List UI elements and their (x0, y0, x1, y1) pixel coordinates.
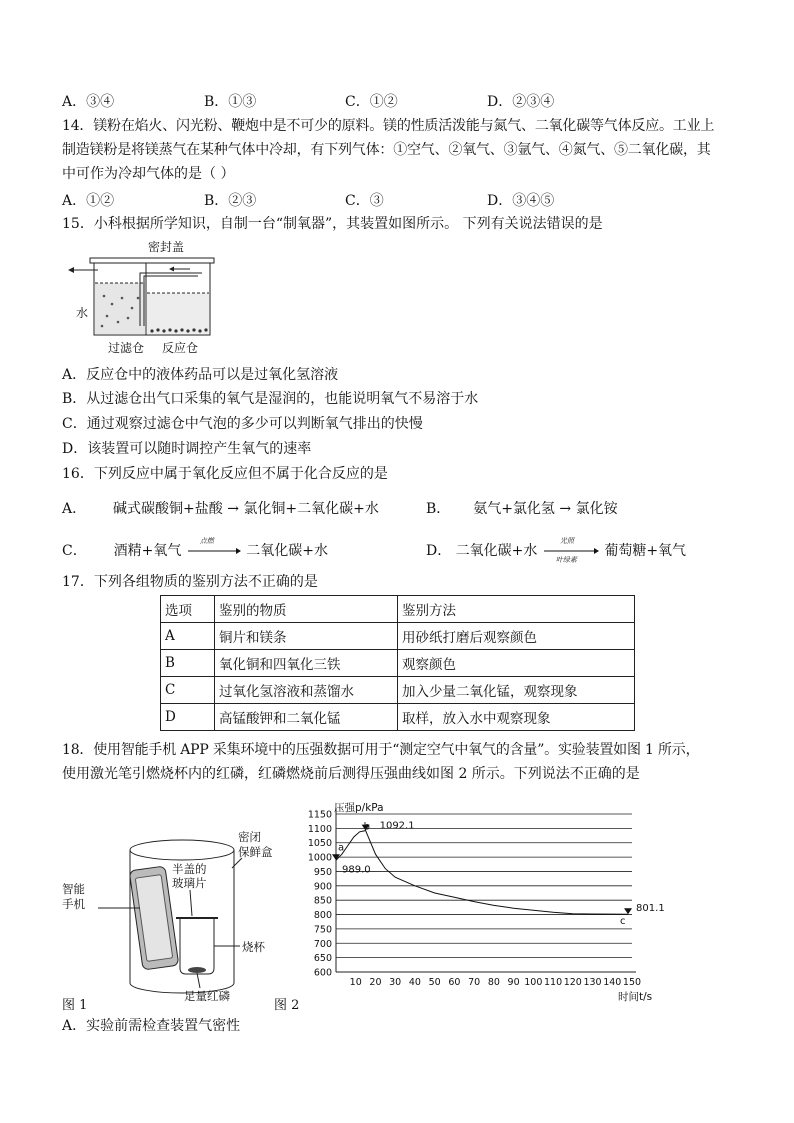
oxygen-generator-figure (62, 238, 232, 358)
q16-b-products: 氯化铵 (575, 501, 618, 517)
reaction-condition-arrow (542, 537, 600, 564)
table-cell: A (161, 623, 215, 650)
q17-stem: 17．下列各组物质的鉴别方法不正确的是 (62, 574, 318, 590)
pressure-chart-svg (296, 800, 676, 1014)
y-tick-label: 1000 (307, 852, 332, 864)
q15-option-a: A．反应仓中的液体药品可以是过氧化氢溶液 (62, 367, 339, 383)
glass-plate-label: 半盖的 玻璃片 (172, 862, 207, 890)
q16-b-reactants: 氨气+氯化氢 (473, 501, 555, 517)
q16-d-label: D． (426, 543, 452, 559)
y-tick-label: 700 (313, 938, 332, 950)
y-tick-label: 1100 (307, 823, 332, 835)
table-cell: 取样，放入水中观察现象 (398, 704, 635, 731)
y-tick-label: 750 (313, 924, 332, 936)
point-value-c: 801.1 (636, 903, 665, 915)
q16-option-c (62, 537, 328, 560)
q15-stem: 15．小科根据所学知识，自制一台“制氧器”，其装置如图所示。 下列有关说法错误的是 (62, 216, 603, 232)
y-axis-label: 压强p/kPa (334, 802, 384, 814)
q15-option-c: C．通过观察过滤仓中气泡的多少可以判断氧气排出的快慢 (62, 416, 423, 432)
table-header-row (161, 596, 635, 623)
table-row (161, 623, 635, 650)
point-value-b: 1092.1 (379, 820, 415, 832)
q13-option-d: D．②③④ (487, 94, 555, 110)
q14-line-1: 14．镁粉在焰火、闪光粉、鞭炮中是不可少的原料。镁的性质活泼能与氮气、二氧化碳等气体反应。工业上 (62, 118, 715, 134)
q16-option-a (62, 498, 379, 518)
phone-label: 智能 手机 (62, 882, 85, 911)
table-cell: 氧化铜和四氧化三铁 (215, 650, 398, 677)
q14-option-a: A．①② (62, 193, 115, 209)
q15-option-b: B．从过滤仓出气口采集的氧气是湿润的，也能说明氧气不易溶于水 (62, 391, 479, 407)
q16-b-label: B． (426, 501, 451, 517)
beaker-label: 烧杯 (242, 940, 265, 954)
y-tick-label: 950 (313, 866, 332, 878)
y-tick-label: 900 (313, 881, 332, 893)
reaction-chamber-label: 反应仓 (162, 341, 199, 355)
point-value-a: 989.0 (342, 864, 371, 876)
y-tick-label: 1050 (307, 838, 332, 850)
lid-label: 密封盖 (148, 240, 185, 254)
q16-option-d (426, 537, 687, 564)
x-tick-label: 150 (622, 977, 642, 988)
q14-option-d: D．③④⑤ (487, 193, 555, 209)
figure-1-caption: 图 1 (62, 998, 88, 1013)
y-tick-label: 1150 (307, 809, 332, 821)
x-tick-label: 130 (583, 977, 602, 988)
q16-d-products: 葡萄糖+氧气 (604, 543, 687, 559)
table-cell: 加入少量二氧化锰，观察现象 (398, 677, 635, 704)
table-header-cell: 鉴别的物质 (215, 596, 398, 623)
table-cell: B (161, 650, 215, 677)
x-tick-label: 100 (524, 977, 543, 988)
q18-line-1: 18．使用智能手机 APP 采集环境中的压强数据可用于“测定空气中氧气的含量”。实验装置如图 1 所示， (62, 742, 700, 758)
x-tick-label: 50 (428, 977, 441, 988)
point-marker-c (624, 908, 632, 914)
q13-option-a: A．③④ (62, 94, 115, 110)
q17-table (160, 595, 635, 731)
q16-d-condition-top: 光照 (559, 537, 574, 545)
q18-option-a: A．实验前需检查装置气密性 (62, 1018, 241, 1034)
figure-2-caption: 图 2 (274, 998, 300, 1013)
q16-a-reactants: 碱式碳酸铜+盐酸 (113, 501, 223, 517)
reaction-condition-arrow (186, 537, 242, 558)
q13-option-b: B．①③ (204, 94, 257, 110)
y-tick-label: 800 (313, 910, 332, 922)
x-tick-label: 20 (369, 977, 382, 988)
q16-c-condition: 点燃 (199, 537, 214, 545)
q16-option-b (426, 498, 618, 518)
table-cell: 铜片和镁条 (215, 623, 398, 650)
q13-option-c: C．①② (345, 94, 398, 110)
q16-c-label: C． (62, 543, 87, 559)
table-cell: C (161, 677, 215, 704)
q14-line-3: 中可作为冷却气体的是（ ） (62, 166, 235, 182)
q14-option-c: C．③ (345, 193, 384, 209)
table-cell: 观察颜色 (398, 650, 635, 677)
q18-line-2: 使用激光笔引燃烧杯内的红磷，红磷燃烧前后测得压强曲线如图 2 所示。下列说法不正确的是 (62, 766, 640, 782)
point-label-a: a (338, 842, 345, 854)
point-label-c: c (620, 916, 626, 928)
x-tick-label: 110 (543, 977, 563, 988)
x-tick-label: 90 (507, 977, 520, 988)
red-phosphorus-label: 足量红磷 (184, 989, 230, 1003)
x-tick-label: 70 (468, 977, 481, 988)
y-tick-label: 650 (313, 953, 332, 965)
q16-d-reactants: 二氧化碳+水 (455, 543, 538, 559)
pressure-chart (296, 800, 676, 1014)
x-tick-label: 40 (408, 977, 421, 988)
x-tick-label: 30 (389, 977, 402, 988)
table-cell: 高锰酸钾和二氧化锰 (215, 704, 398, 731)
q16-d-condition-bottom: 叶绿素 (555, 556, 577, 564)
x-tick-label: 60 (448, 977, 461, 988)
q16-a-label: A． (62, 501, 87, 517)
sealed-box-label: 密闭 保鲜盒 (238, 830, 273, 859)
table-cell: 用砂纸打磨后观察颜色 (398, 623, 635, 650)
filter-chamber-label: 过滤仓 (108, 341, 145, 355)
arrow-icon: → (227, 501, 239, 517)
x-axis-label: 时间t/s (618, 991, 653, 1003)
q14-line-2: 制造镁粉是将镁蒸气在某种气体中冷却，有下列气体：①空气、②氧气、③氩气、④氮气、⑤二氧化碳，其 (62, 142, 711, 158)
x-tick-label: 10 (349, 977, 362, 988)
q14-option-b: B．②③ (204, 193, 257, 209)
q16-stem: 16．下列反应中属于氧化反应但不属于化合反应的是 (62, 466, 388, 482)
table-header-cell: 鉴别方法 (398, 596, 635, 623)
y-tick-label: 600 (313, 967, 332, 979)
figure-1-apparatus (62, 828, 292, 1008)
q15-option-d: D．该装置可以随时调控产生氧气的速率 (62, 441, 312, 457)
water-label: 水 (76, 306, 89, 320)
q16-a-products: 氯化铜+二氧化碳+水 (243, 501, 379, 517)
table-header-cell: 选项 (161, 596, 215, 623)
q16-c-reactants: 酒精+氧气 (113, 543, 182, 559)
x-tick-label: 140 (603, 977, 622, 988)
table-cell: 过氧化氢溶液和蒸馏水 (215, 677, 398, 704)
pressure-curve (336, 831, 628, 915)
y-tick-label: 850 (313, 895, 332, 907)
point-label-b: b (363, 821, 370, 833)
x-tick-label: 80 (487, 977, 500, 988)
x-tick-label: 120 (563, 977, 582, 988)
q16-c-products: 二氧化碳+水 (246, 543, 328, 559)
table-row (161, 650, 635, 677)
arrow-icon: → (559, 501, 572, 517)
table-row (161, 677, 635, 704)
table-row (161, 704, 635, 731)
table-cell: D (161, 704, 215, 731)
